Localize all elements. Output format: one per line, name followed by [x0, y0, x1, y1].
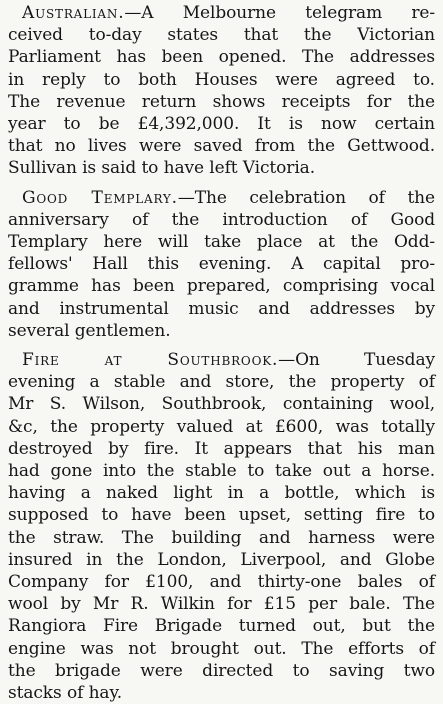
article-line: the straw. The building and harness were [8, 527, 435, 548]
article-line: the brigade were directed to saving two [8, 660, 435, 681]
article-line: fellows' Hall this evening. A capital pro- [8, 254, 435, 275]
article-line: destroyed by fire. It appears that his man [8, 438, 435, 459]
article-line: Rangiora Fire Brigade turned out, but the [8, 616, 435, 637]
article-line: engine was not brought out. The efforts of [8, 638, 435, 659]
article-line: that no lives were saved from the Gettwood. [8, 136, 435, 157]
article-line: year to be £4,392,000. It is now certain [8, 114, 435, 135]
article-line: evening a stable and store, the property of [8, 372, 435, 393]
article-line: Parliament has been opened. The addresses [8, 47, 435, 68]
article-good-templary [8, 187, 435, 342]
article-line: anniversary of the introduction of Good [8, 209, 435, 230]
article-line: had gone into the stable to take out a horse. [8, 461, 435, 482]
article-line: Company for £100, and thirty-one bales of [8, 572, 435, 593]
article-line: Australian.—A Melbourne telegram re- [22, 3, 435, 23]
article-line: Templary here will take place at the Odd- [8, 232, 435, 253]
article-line: insured in the London, Liverpool, and Globe [8, 549, 435, 570]
article-line: supposed to have been upset, setting fire to [8, 505, 435, 526]
article-line: Good Templary.—The celebration of the [22, 187, 435, 208]
article-heading: Australian. [22, 3, 125, 23]
article-line: &c, the property valued at £600, was totally [8, 416, 435, 437]
article-line: several gentlemen. [8, 320, 171, 341]
article-line: stacks of hay. [8, 683, 123, 704]
article-line: Fire at Southbrook.—On Tuesday [22, 350, 435, 371]
article-heading: Good Templary. [22, 187, 178, 208]
article-line: Sullivan is said to have left Victoria. [8, 158, 315, 179]
article-fire-at-southbrook [8, 349, 435, 704]
article-australian [8, 2, 435, 180]
article-line: in reply to both Houses were agreed to. [8, 69, 435, 90]
article-line: and instrumental music and addresses by [8, 298, 435, 319]
article-line: ceived to-day states that the Victorian [8, 25, 435, 46]
article-line: gramme has been prepared, comprising vocal [8, 276, 435, 297]
article-line: wool by Mr R. Wilkin for £15 per bale. The [8, 594, 435, 615]
article-heading: Fire at Southbrook. [22, 350, 279, 371]
article-line: Mr S. Wilson, Southbrook, containing wool, [8, 394, 435, 415]
article-line: having a naked light in a bottle, which is [8, 483, 435, 504]
article-line: The revenue return shows receipts for the [8, 91, 435, 112]
